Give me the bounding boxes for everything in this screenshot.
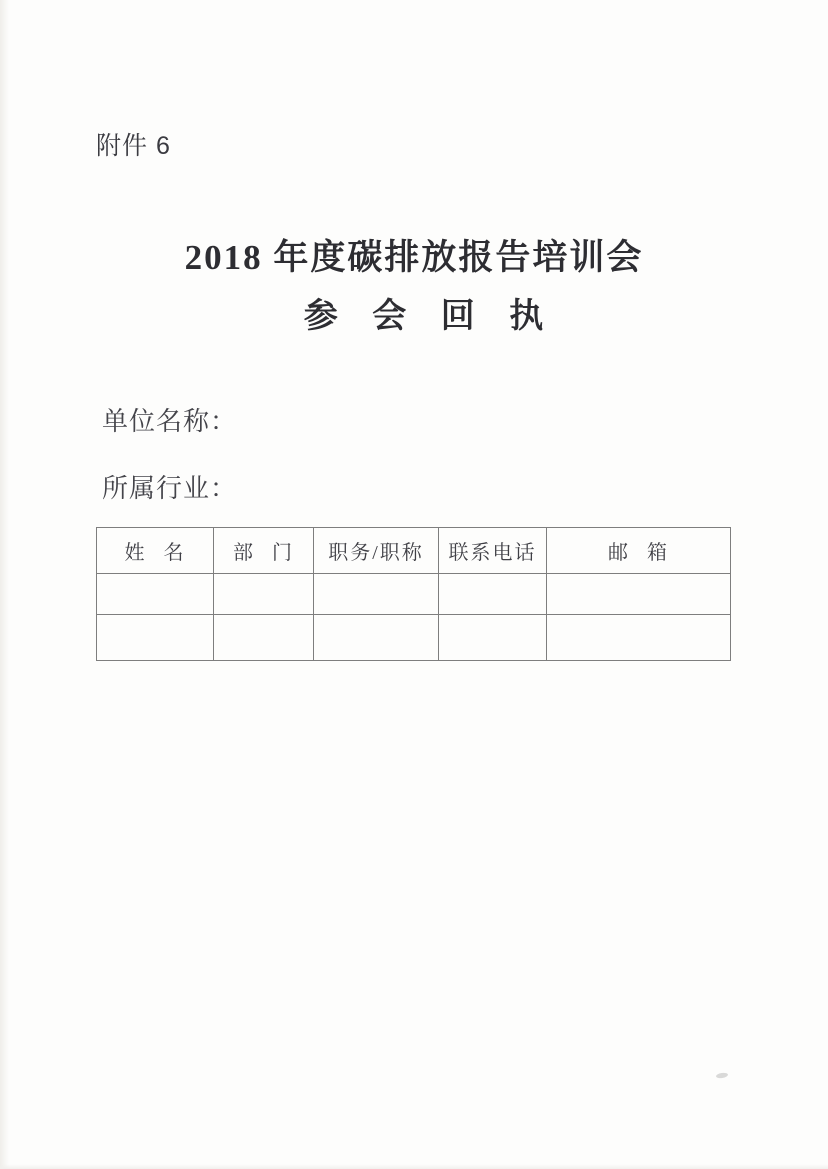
table-cell-empty	[547, 574, 731, 615]
table-row	[97, 574, 731, 615]
column-header-position: 职务/职称	[314, 528, 439, 574]
paper-edge-shadow-left	[0, 0, 9, 1169]
scan-artifact-speck	[716, 1072, 729, 1079]
field-label-unit-name: 单位名称：	[102, 407, 238, 436]
table-cell-empty	[97, 615, 214, 661]
column-header-name: 姓 名	[97, 528, 214, 574]
column-header-phone: 联系电话	[439, 528, 547, 574]
table-header-row	[97, 528, 731, 574]
table-cell-empty	[439, 574, 547, 615]
column-header-department: 部 门	[214, 528, 314, 574]
table-cell-empty	[439, 615, 547, 661]
paper-edge-shadow-bottom	[0, 1164, 828, 1169]
table-cell-empty	[314, 615, 439, 661]
table-cell-empty	[97, 574, 214, 615]
table-row	[97, 615, 731, 661]
field-label-industry: 所属行业：	[102, 474, 238, 503]
table-cell-empty	[547, 615, 731, 661]
document-subtitle: 参 会 回 执	[303, 298, 551, 335]
column-header-email: 邮 箱	[547, 528, 731, 574]
attachment-number-label: 附件 6	[96, 132, 171, 160]
table-cell-empty	[214, 574, 314, 615]
table-cell-empty	[214, 615, 314, 661]
attendee-reply-table	[96, 527, 731, 661]
document-title: 2018 年度碳排放报告培训会	[184, 238, 644, 277]
table-cell-empty	[314, 574, 439, 615]
